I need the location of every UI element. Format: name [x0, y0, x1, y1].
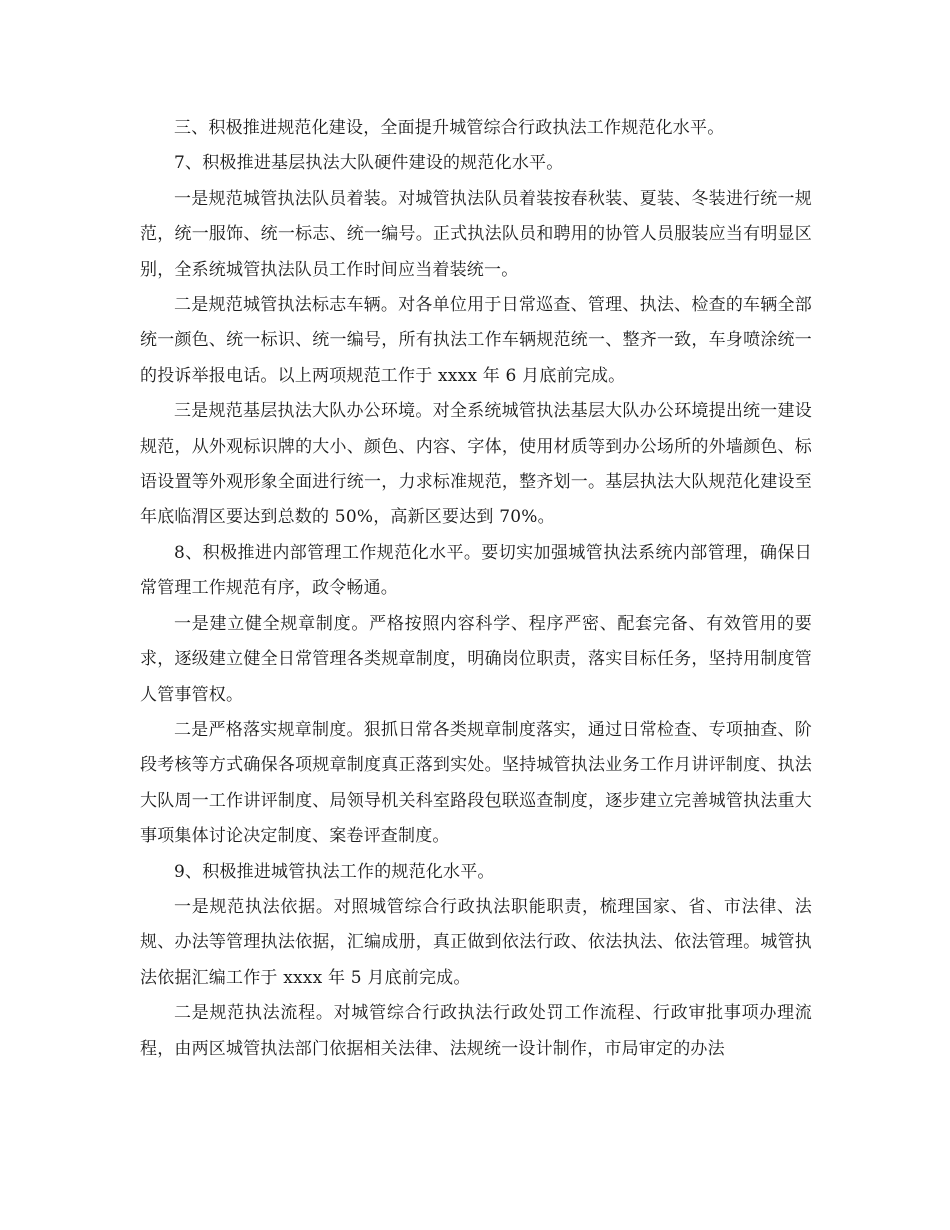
body-paragraph: 二是规范执法流程。对城管综合行政执法行政处罚工作流程、行政审批事项办理流程，由两区城管执法部门依据相关法律、法规统一设计制作，市局审定的办法: [140, 1003, 812, 1059]
body-paragraph: 二是严格落实规章制度。狠抓日常各类规章制度落实，通过日常检查、专项抽查、阶段考核等方式确保各项规章制度真正落到实处。坚持城管执法业务工作月讲评制度、执法大队周一工作讲评制度、局领导机关科室路段包联巡查制度，逐步建立完善城管执法重大事项集体讨论决定制度、案卷评查制度。: [140, 719, 812, 847]
subsection-heading: 7、积极推进基层执法大队硬件建设的规范化水平。: [174, 153, 564, 174]
body-paragraph: 一是规范执法依据。对照城管综合行政执法职能职责，梳理国家、省、市法律、法规、办法等管理执法依据，汇编成册，真正做到依法行政、依法执法、依法管理。城管执法依据汇编工作于 xxxx 年 5 月底前完成。: [140, 896, 812, 988]
body-paragraph: 一是规范城管执法队员着装。对城管执法队员着装按春秋装、夏装、冬装进行统一规范，统一服饰、统一标志、统一编号。正式执法队员和聘用的协管人员服装应当有明显区别，全系统城管执法队员工作时间应当着装统一。: [140, 188, 812, 280]
section-heading: 三、积极推进规范化建设，全面提升城管综合行政执法工作规范化水平。: [174, 118, 725, 138]
body-paragraph: 一是建立健全规章制度。严格按照内容科学、程序严密、配套完备、有效管用的要求，逐级建立健全日常管理各类规章制度，明确岗位职责，落实目标任务，坚持用制度管人管事管权。: [140, 613, 812, 705]
body-paragraph: 三是规范基层执法大队办公环境。对全系统城管执法基层大队办公环境提出统一建设规范，从外观标识牌的大小、颜色、内容、字体，使用材质等到办公场所的外墙颜色、标语设置等外观形象全面进行统一，力求标准规范，整齐划一。基层执法大队规范化建设至年底临渭区要达到总数的 50%，高新区要达到 70%。: [140, 401, 812, 528]
body-paragraph: 二是规范城管执法标志车辆。对各单位用于日常巡查、管理、执法、检查的车辆全部统一颜色、统一标识、统一编号，所有执法工作车辆规范统一、整齐一致，车身喷涂统一的投诉举报电话。以上两项规范工作于 xxxx 年 6 月底前完成。: [140, 295, 812, 386]
subsection-heading: 9、积极推进城管执法工作的规范化水平。: [174, 861, 495, 882]
document-body: [140, 111, 812, 1067]
subsection-heading: 8、积极推进内部管理工作规范化水平。要切实加强城管执法系统内部管理，确保日常管理工作规范有序，政令畅通。: [140, 542, 812, 599]
